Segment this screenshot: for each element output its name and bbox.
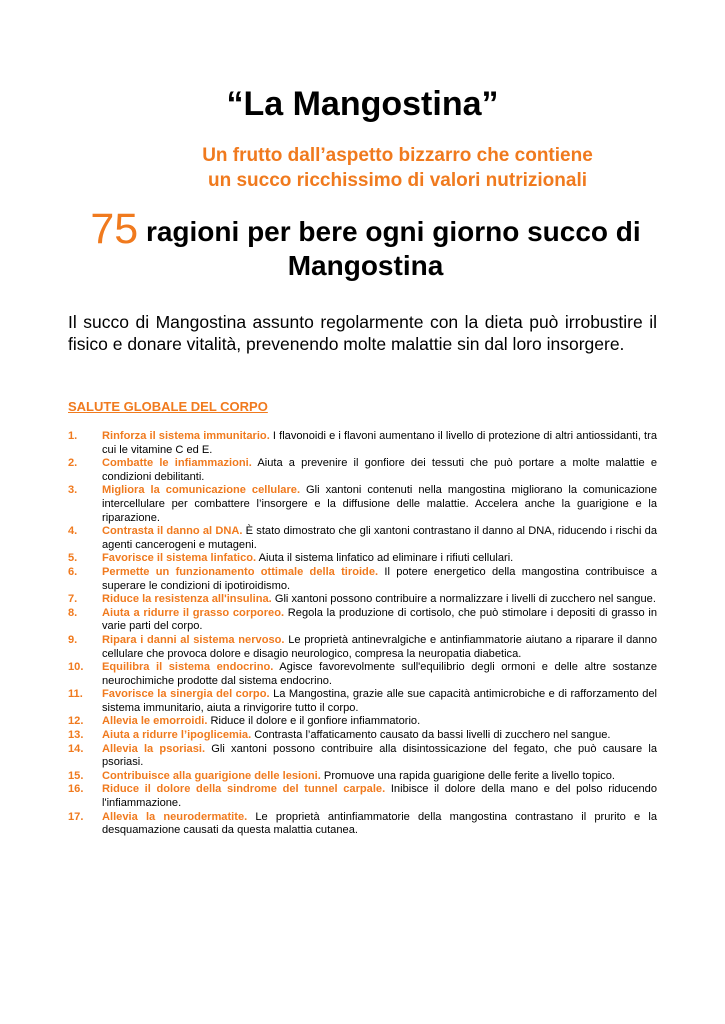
list-item (68, 770, 657, 784)
list-item-number: 1. (68, 430, 78, 442)
list-item-number: 11. (68, 688, 83, 701)
list-item-number: 8. (68, 606, 78, 619)
list-item-number: 2. (68, 457, 78, 470)
list-item-text: Aiuta a prevenire il gonfiore dei tessuti che può portare a molte malattie e condizioni debilitanti. (102, 457, 657, 483)
list-item (68, 811, 657, 838)
subtitle (95, 143, 700, 193)
list-item-number: 5. (68, 552, 78, 565)
list-item (68, 607, 657, 634)
list-item-heading: Ripara i danni al sistema nervoso. (102, 633, 285, 646)
headline-number: 75 (90, 205, 139, 253)
list-item (68, 552, 657, 566)
headline-text: ragioni per bere ogni giorno succo di Mangostina (145, 216, 641, 281)
list-item-number: 17. (68, 810, 84, 823)
list-item-heading: Favorisce il sistema linfatico. (102, 552, 257, 565)
list-item-number: 15. (68, 769, 84, 782)
list-item-number: 6. (68, 565, 78, 578)
list-item (68, 484, 657, 525)
list-item-text: Promuove una rapida guarigione delle ferite a livello topico. (320, 769, 616, 782)
list-item-heading: Aiuta a ridurre l’ipoglicemia. (102, 729, 252, 742)
list-item-text: I flavonoidi e i flavoni aumentano il livello di protezione di altri antiossidanti, tra cui le vitamine C ed E. (102, 430, 657, 456)
list-item-heading: Riduce il dolore della sindrome del tunnel carpale. (102, 783, 386, 796)
list-item-number: 7. (68, 593, 78, 606)
list-item (68, 743, 657, 770)
list-item-number: 10. (68, 661, 84, 674)
list-item-heading: Allevia la neurodermatite. (102, 810, 248, 823)
list-item-heading: Combatte le infiammazioni. (102, 457, 252, 470)
list-item-heading: Riduce la resistenza all'insulina. (102, 593, 272, 606)
list-item (68, 729, 657, 743)
list-item-text: È stato dimostrato che gli xantoni contrastano il danno al DNA, riducendo i rischi da agenti cancerogeni e mutageni. (102, 525, 657, 551)
list-item-text: Aiuta il sistema linfatico ad eliminare i rifiuti cellulari. (256, 552, 514, 565)
document-title: “La Mangostina” (226, 85, 499, 123)
list-item-number: 16. (68, 783, 84, 796)
list-item-heading: Permette un funzionamento ottimale della tiroide. (102, 565, 379, 578)
list-item-heading: Allevia le emorroidi. (102, 715, 208, 728)
list-item-text: Gli xantoni possono contribuire a normalizzare i livelli di zucchero nel sangue. (271, 593, 656, 606)
headline (66, 205, 665, 283)
list-item (68, 566, 657, 593)
subtitle-line-2: un succo ricchissimo di valori nutrizionali (207, 170, 588, 191)
list-item-text: Agisce favorevolmente sull'equilibrio degli ormoni e delle altre sostanze neurochimiche prodotte dal sistema endocrino. (102, 661, 657, 687)
list-item-heading: Contribuisce alla guarigione delle lesioni. (102, 769, 321, 782)
list-item (68, 430, 657, 457)
list-item-number: 9. (68, 633, 78, 646)
list-item-text: Inibisce il dolore della mano e del polso riducendo l'infiammazione. (102, 783, 657, 810)
list-item-text: Contrasta l’affaticamento causato da bassi livelli di zucchero nel sangue. (251, 729, 611, 742)
list-item (68, 634, 657, 661)
list-item-text: Gli xantoni contenuti nella mangostina migliorano la comunicazione intercellulare per combattere l’insorgere e la diffusione delle malattie. Accelera anche la guarigione e la riparazione. (102, 484, 658, 524)
list-item-text: Le proprietà antinevralgiche e antinfiammatorie aiutano a riparare il danno cellulare che provoca dolore e disagio neurologico, compresa la neuropatia diabetica. (102, 633, 657, 660)
list-item-heading: Favorisce la sinergia del corpo. (102, 688, 270, 701)
list-item-text: Il potere energetico della mangostina contribuisce a superare le condizioni di ipotiroidismo. (102, 565, 657, 592)
list-item-heading: Migliora la comunicazione cellulare. (102, 484, 301, 497)
benefit-list (68, 430, 657, 838)
list-item-text: Le proprietà antinfiammatorie della mangostina contrastano il prurito e la desquamazione causati da questa malattia cutanea. (102, 810, 657, 837)
list-item-number: 4. (68, 525, 78, 538)
list-item-heading: Allevia la psoriasi. (102, 742, 206, 755)
list-item-text: Regola la produzione di cortisolo, che può stimolare i depositi di grasso in varie parti del corpo. (102, 606, 657, 633)
list-item-heading: Aiuta a ridurre il grasso corporeo. (102, 606, 285, 619)
intro-paragraph: Il succo di Mangostina assunto regolarmente con la dieta può irrobustire il fisico e donare vitalità, prevenendo molte malattie sin dal loro insorgere. (68, 312, 657, 354)
list-item-number: 12. (68, 715, 84, 728)
list-item-heading: Equilibra il sistema endocrino. (102, 661, 274, 674)
list-item (68, 688, 657, 715)
list-item-number: 3. (68, 484, 78, 497)
list-item-heading: Contrasta il danno al DNA. (102, 525, 243, 538)
section-heading: SALUTE GLOBALE DEL CORPO (68, 399, 268, 414)
subtitle-line-1: Un frutto dall’aspetto bizzarro che contiene (202, 145, 593, 166)
list-item (68, 715, 657, 729)
list-item-heading: Rinforza il sistema immunitario. (102, 430, 270, 442)
list-item (68, 783, 657, 810)
list-item-text: Gli xantoni possono contribuire alla disintossicazione del fegato, che può causare la psoriasi. (102, 742, 658, 769)
list-item (68, 661, 657, 688)
list-item (68, 593, 657, 607)
list-item-number: 14. (68, 742, 84, 755)
list-item-number: 13. (68, 729, 84, 742)
list-item (68, 525, 657, 552)
list-item-text: La Mangostina, grazie alle sue capacità antimicrobiche e di rafforzamento del sistema immunitario, aiuta a rinvigorire tutto il corpo. (102, 688, 657, 714)
list-item (68, 457, 657, 484)
list-item-text: Riduce il dolore e il gonfiore infiammatorio. (207, 715, 421, 728)
